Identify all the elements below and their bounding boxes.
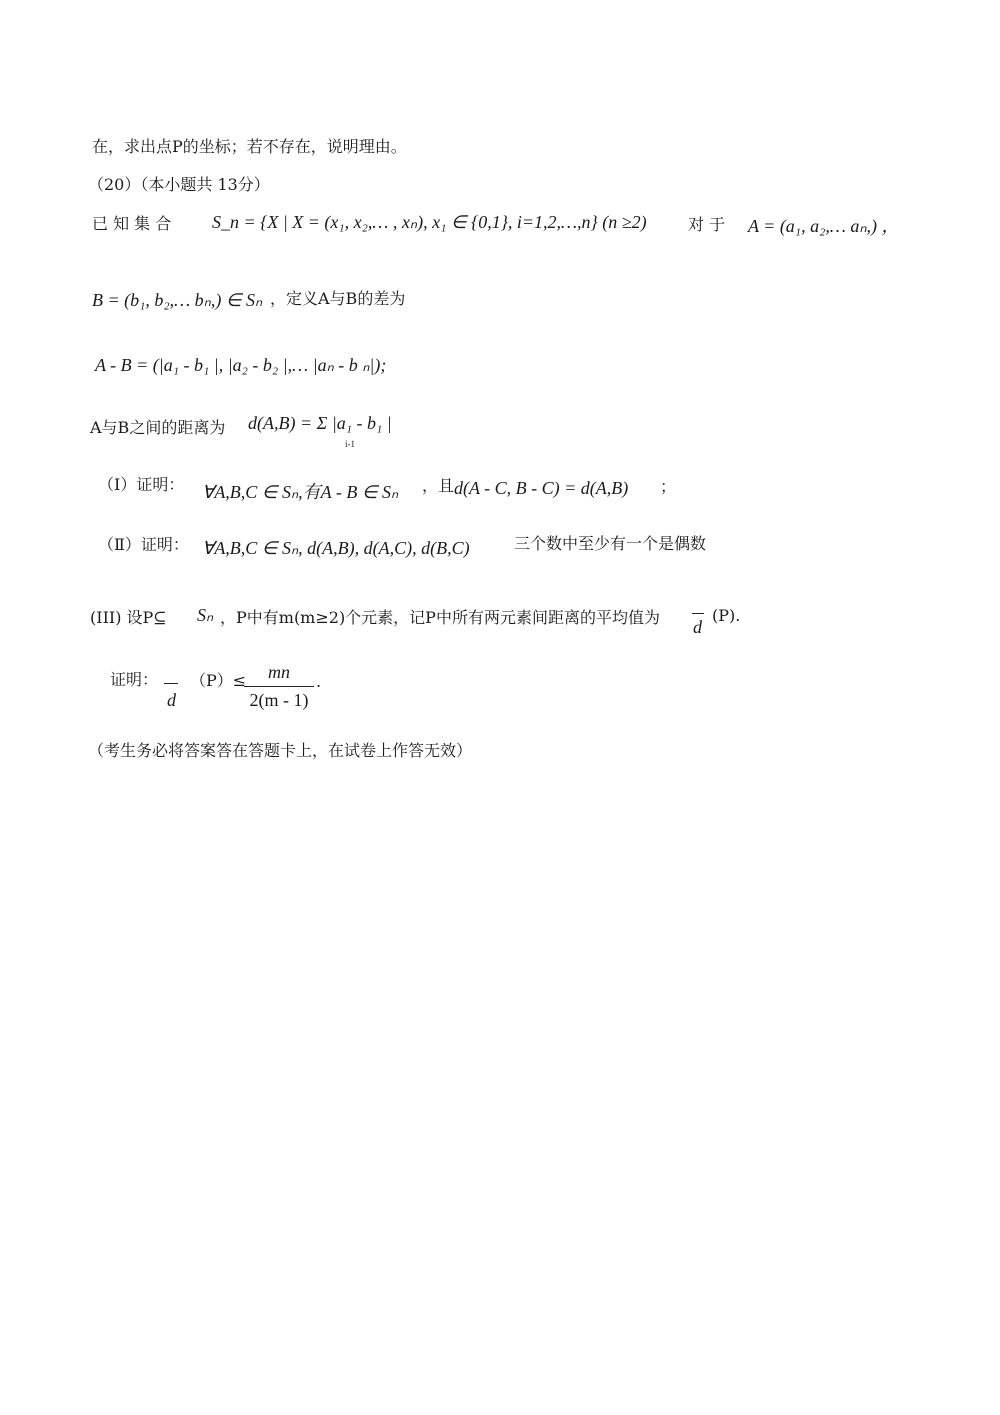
part2-tail: 三个数中至少有一个是偶数 bbox=[514, 534, 707, 553]
part1-formula: ∀A,B,C ∈ Sₙ,有A - B ∈ Sₙ bbox=[202, 482, 399, 502]
fraction-numerator: mn bbox=[268, 662, 290, 682]
part1-and: ，且 bbox=[422, 476, 455, 495]
distance-formula: d(A,B) = Σ |a₁ - b₁ | bbox=[248, 413, 392, 433]
part1-label: （Ⅰ）证明： bbox=[98, 475, 185, 494]
part3-end: (P). bbox=[712, 606, 741, 625]
sigma-lower-index: i-1 bbox=[345, 439, 355, 449]
fraction-denominator: 2(m - 1) bbox=[249, 690, 309, 710]
overline bbox=[692, 613, 704, 614]
footer-note: （考生务必将答案答在答题卡上，在试卷上作答无效） bbox=[88, 741, 473, 760]
intro-line: 在，求出点P的坐标；若不存在，说明理由。 bbox=[92, 137, 407, 156]
proof-label: 证明： bbox=[110, 670, 159, 689]
part3-d: d bbox=[693, 617, 702, 637]
problem-number: （20）（本小题共 13分） bbox=[88, 175, 270, 194]
a-definition: A = (a₁, a₂,… aₙ,) ， bbox=[748, 216, 900, 236]
part1-formula-2: d(A - C, B - C) = d(A,B) bbox=[454, 478, 629, 498]
proof-end: . bbox=[316, 672, 322, 691]
b-definition: B = (b₁, b₂,… bₙ,) ∈ Sₙ bbox=[92, 290, 263, 310]
part3-label: (III) 设P⊆ bbox=[90, 608, 167, 627]
part2-label: （Ⅱ）证明： bbox=[98, 535, 189, 554]
proof-fraction bbox=[244, 662, 314, 711]
part3-d-bar-symbol bbox=[690, 603, 706, 637]
part3-text: ，P中有m(m≥2)个元素，记P中所有两元素间距离的平均值为 bbox=[220, 608, 660, 627]
fraction-bar bbox=[244, 686, 314, 687]
difference-definition: A - B = (|a₁ - b₁ |, |a₂ - b₂ |,… |aₙ - b ₙ|); bbox=[95, 355, 387, 375]
distance-prefix: A与B之间的距离为 bbox=[90, 418, 226, 437]
part2-formula: ∀A,B,C ∈ Sₙ, d(A,B), d(A,C), d(B,C) bbox=[202, 538, 470, 558]
proof-inequality: （P）≤ bbox=[190, 671, 247, 690]
known-set-prefix: 已 知 集 合 bbox=[92, 214, 172, 233]
overline bbox=[164, 683, 178, 684]
b-definition-suffix: ，定义A与B的差为 bbox=[270, 289, 406, 308]
part1-end: ； bbox=[660, 477, 677, 496]
dui-yu-text: 对 于 bbox=[688, 215, 726, 234]
proof-d-bar-symbol bbox=[162, 672, 182, 712]
set-definition: S_n = {X | X = (x₁, x₂,… , xₙ), x₁ ∈ {0,1}, i=1,2,…,n} (n ≥2) bbox=[212, 212, 647, 232]
part3-set-sn: Sₙ bbox=[197, 605, 214, 625]
proof-d: d bbox=[167, 690, 176, 710]
